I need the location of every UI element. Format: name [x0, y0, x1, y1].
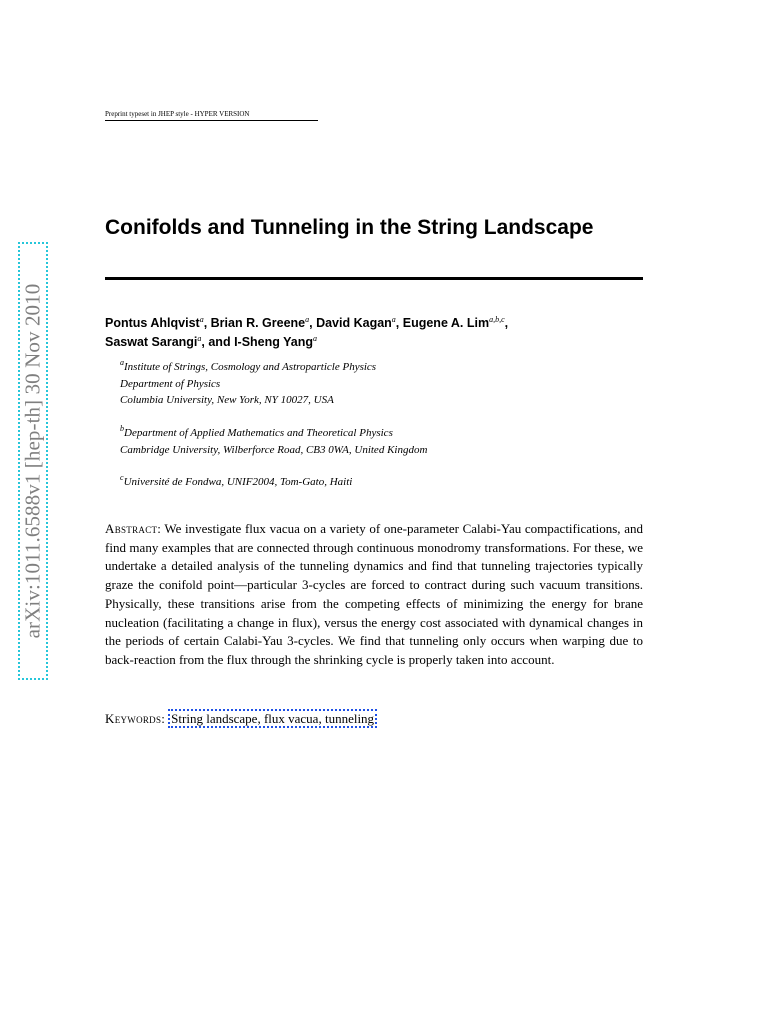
- abstract-text: We investigate flux vacua on a variety of one-parameter Calabi-Yau compactifications, and find many examples that are connected through continuous monodromy transformations. For these, we undertake a detailed analysis of the tunneling dynamics and find that tunneling trajectories typically graze the conifold point—particular 3-cycles are forced to contract during such vacuum transitions. Physically, these transitions arise from the competing effects of minimizing the energy for brane nucleation (facilitating a change in flux), versus the energy cost associated with dynamical changes in the periods of certain Calabi-Yau 3-cycles. We find that tunneling only occurs when warping due to back-reaction from the flux through the shrinking cycle is properly taken into account.: [105, 521, 643, 667]
- affiliation-c: [120, 474, 640, 491]
- author-separator: ,: [395, 316, 403, 330]
- affiliation-line: Columbia University, New York, NY 10027, USA: [120, 394, 334, 406]
- author-separator: , and: [201, 335, 235, 349]
- keywords-label: Keywords: [105, 711, 162, 726]
- author-name: David Kagan: [316, 316, 392, 330]
- keywords: [105, 710, 643, 728]
- arxiv-identifier[interactable]: arXiv:1011.6588v1 [hep-th] 30 Nov 2010: [20, 283, 45, 639]
- keywords-link[interactable]: String landscape, flux vacua, tunneling: [168, 709, 377, 728]
- affiliation-b: [120, 425, 640, 458]
- author-affiliation-mark: a: [197, 334, 202, 343]
- author-name: Pontus Ahlqvist: [105, 316, 200, 330]
- affiliation-mark: c: [120, 473, 124, 482]
- author-name: I-Sheng Yang: [234, 335, 314, 349]
- affiliation-line: Cambridge University, Wilberforce Road, CB3 0WA, United Kingdom: [120, 443, 428, 456]
- affiliation-line: Institute of Strings, Cosmology and Astroparticle Physics: [124, 361, 377, 373]
- author-affiliation-mark: a: [305, 315, 310, 324]
- abstract-separator: :: [157, 521, 165, 536]
- author-list: [105, 314, 665, 352]
- affiliation-line: Department of Physics: [120, 377, 221, 390]
- affiliation-line: Department of Applied Mathematics and Theoretical Physics: [124, 427, 393, 439]
- keywords-separator: :: [161, 711, 169, 726]
- author-separator: ,: [203, 316, 211, 330]
- affiliation-a: [120, 359, 640, 409]
- author-affiliation-mark: a,b,c: [489, 315, 505, 324]
- title-rule: [105, 277, 643, 280]
- abstract: [105, 520, 643, 670]
- author-name: Eugene A. Lim: [402, 316, 490, 330]
- author-affiliation-mark: a: [199, 315, 204, 324]
- paper-title: Conifolds and Tunneling in the String Landscape: [105, 216, 594, 239]
- author-name: Saswat Sarangi: [105, 335, 198, 349]
- preprint-note: Preprint typeset in JHEP style - HYPER VERSION: [105, 110, 318, 121]
- author-affiliation-mark: a: [391, 315, 396, 324]
- affiliation-line: Université de Fondwa, UNIF2004, Tom-Gato, Haiti: [123, 476, 353, 488]
- author-separator: ,: [504, 316, 509, 330]
- author-affiliation-mark: a: [313, 334, 318, 343]
- abstract-label: Abstract: [105, 521, 158, 536]
- author-name: Brian R. Greene: [210, 316, 306, 330]
- author-separator: ,: [309, 316, 317, 330]
- affiliation-mark: b: [120, 424, 124, 433]
- affiliation-mark: a: [120, 358, 124, 367]
